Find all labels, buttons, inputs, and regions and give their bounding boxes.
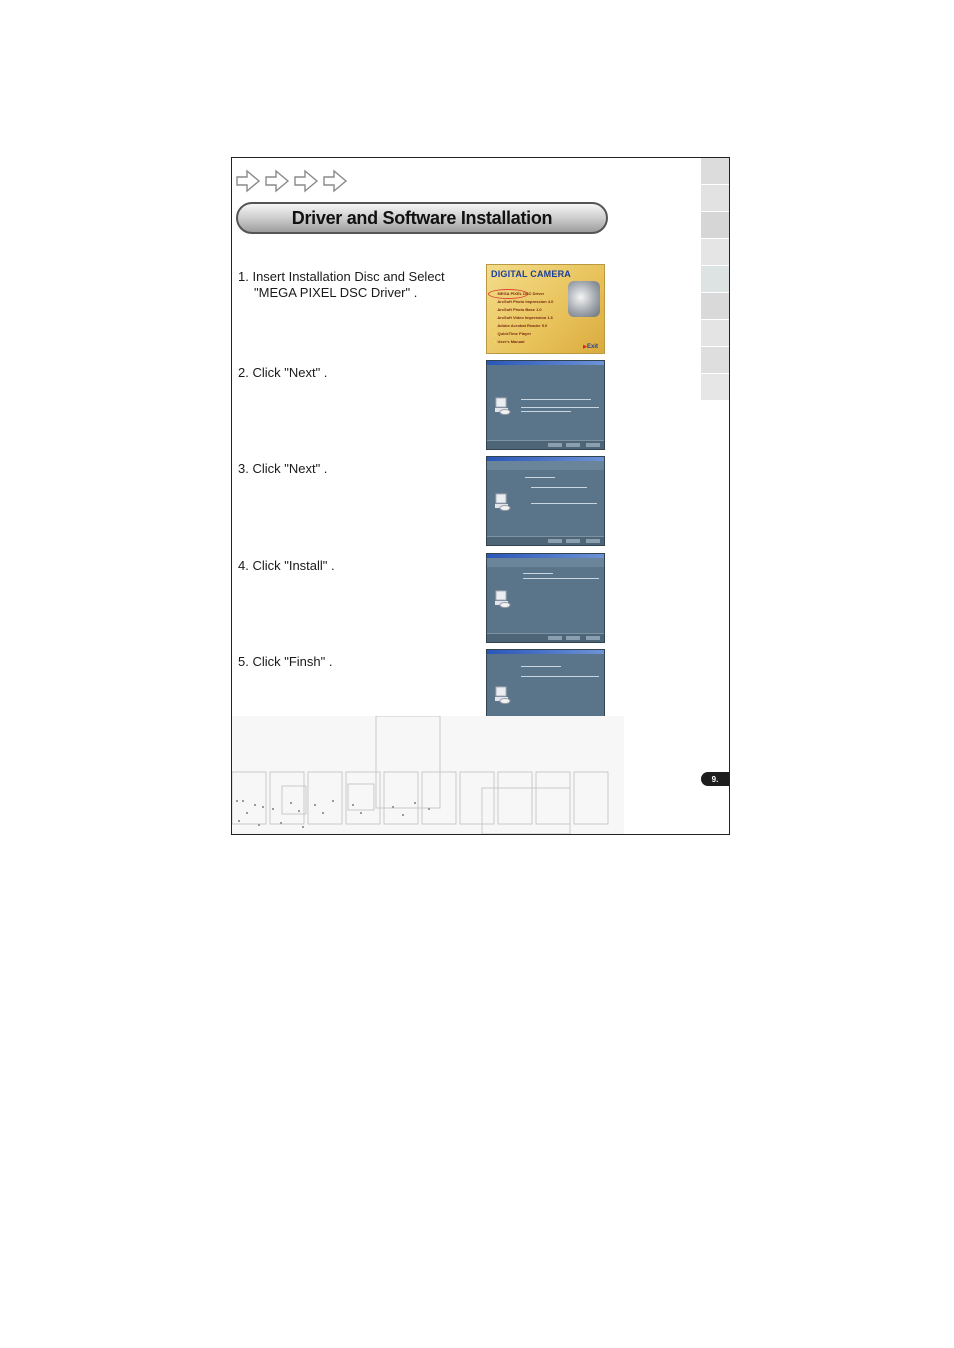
cancel-button <box>586 636 600 640</box>
step-2-text: 2. Click "Next" . <box>238 365 328 380</box>
side-tab <box>701 239 729 266</box>
arrow-right-icon <box>293 168 319 194</box>
side-tab <box>701 185 729 212</box>
back-button <box>548 636 562 640</box>
computer-icon <box>493 686 511 704</box>
text-line <box>521 666 561 667</box>
text-line <box>521 407 599 408</box>
step-4-text: 4. Click "Install" . <box>238 558 335 573</box>
window-header <box>487 461 604 470</box>
step-1-line-2: "MEGA PIXEL DSC Driver" . <box>254 285 418 300</box>
arrow-decoration <box>235 168 348 194</box>
step-1-text <box>238 269 445 301</box>
menu-item: ● Adobe Acrobat Reader 5.0 <box>494 323 547 328</box>
text-line <box>521 399 591 400</box>
window-footer <box>487 536 604 545</box>
side-tab <box>701 293 729 320</box>
cancel-button <box>586 539 600 543</box>
window-titlebar <box>487 361 604 365</box>
arrow-right-icon <box>264 168 290 194</box>
step-3-text: 3. Click "Next" . <box>238 461 328 476</box>
side-tab <box>701 347 729 374</box>
side-tab <box>701 374 729 401</box>
next-button <box>566 443 580 447</box>
page-number: 9. <box>701 772 729 786</box>
menu-item: ● ArcSoft Photo Impression 4.0 <box>494 299 553 304</box>
section-title: Driver and Software Installation <box>291 207 553 228</box>
next-button <box>566 539 580 543</box>
text-line <box>525 477 555 478</box>
computer-icon <box>493 493 511 511</box>
menu-title: DIGITAL CAMERA <box>491 269 571 279</box>
step-1-line-1: 1. Insert Installation Disc and Select <box>238 269 445 284</box>
wizard-setup-type-screenshot <box>486 456 605 546</box>
window-footer <box>487 633 604 642</box>
back-button <box>548 443 562 447</box>
menu-item: ● MEGA PIXEL DSC Driver <box>494 291 544 296</box>
arrow-right-icon <box>235 168 261 194</box>
window-titlebar <box>487 650 604 654</box>
window-footer <box>487 440 604 449</box>
computer-icon <box>493 590 511 608</box>
text-line <box>523 578 599 579</box>
camera-icon <box>568 281 600 317</box>
text-line <box>523 573 553 574</box>
window-header <box>487 558 604 567</box>
manual-page <box>231 157 730 835</box>
text-line <box>521 676 599 677</box>
menu-item: ● User's Manual <box>494 339 525 344</box>
back-button <box>548 539 562 543</box>
wizard-ready-screenshot <box>486 553 605 643</box>
text-line <box>521 411 571 412</box>
autorun-menu-screenshot <box>486 264 605 354</box>
text-line <box>531 487 587 488</box>
side-tab <box>701 212 729 239</box>
cancel-button <box>586 443 600 447</box>
exit-label: ▶ Exit <box>583 344 598 350</box>
decorative-pattern <box>232 716 624 834</box>
menu-item: ● ArcSoft Video Impression 1.6 <box>494 315 553 320</box>
wizard-welcome-screenshot <box>486 360 605 450</box>
menu-item: ● QuickTime Player <box>494 331 531 336</box>
menu-item: ● ArcSoft Photo Base 1.0 <box>494 307 542 312</box>
section-title-banner <box>236 202 608 234</box>
side-tab <box>701 266 729 293</box>
step-5-text: 5. Click "Finsh" . <box>238 654 333 669</box>
computer-icon <box>493 397 511 415</box>
side-tab <box>701 320 729 347</box>
install-button <box>566 636 580 640</box>
side-tab <box>701 158 729 185</box>
side-tab-strip <box>701 158 729 396</box>
arrow-right-icon <box>322 168 348 194</box>
text-line <box>531 503 597 504</box>
